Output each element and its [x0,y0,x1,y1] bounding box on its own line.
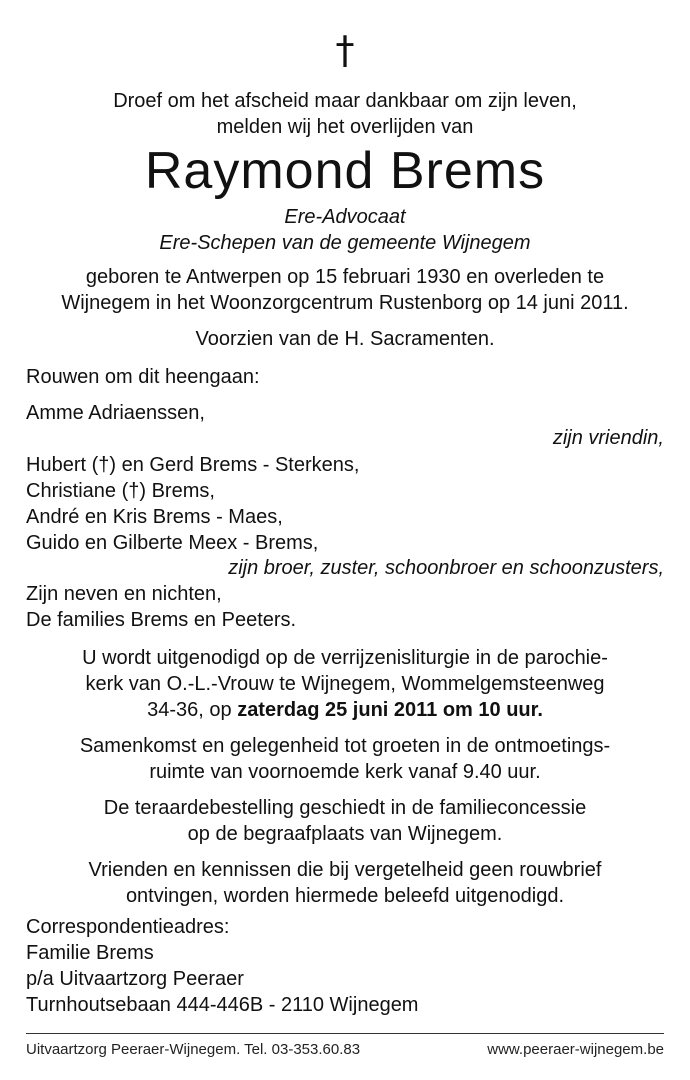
others-line-1: Zijn neven en nichten, [26,583,222,605]
siblings-relation: zijn broer, zuster, schoonbroer en schoonzusters, [228,557,664,579]
sibling-line-4: Guido en Gilberte Meex - Brems, [26,532,319,554]
friend-name: Amme Adriaenssen, [26,402,205,424]
notice-line-2: ontvingen, worden hiermede beleefd uitgenodigd. [125,885,565,907]
service-line-1: U wordt uitgenodigd op de verrijzenisliturgie in de parochie- [82,647,608,669]
correspondence-line-3: Turnhoutsebaan 444-446B - 2110 Wijnegem [26,994,419,1016]
service-line-3-prefix: 34-36, op [147,699,238,721]
friend-relation: zijn vriendin, [552,427,664,449]
mourners-heading: Rouwen om dit heengaan: [26,366,260,388]
birth-death-line-1: geboren te Antwerpen op 15 februari 1930 en overleden te [85,266,605,288]
title-line-2: Ere-Schepen van de gemeente Wijnegem [159,232,531,254]
sibling-line-1: Hubert (†) en Gerd Brems - Sterkens, [26,454,360,476]
correspondence-line-1: Familie Brems [26,942,154,964]
burial-line-1: De teraardebestelling geschiedt in de familieconcessie [103,797,587,819]
title-line-1: Ere-Advocaat [284,206,406,228]
birth-death-line-2: Wijnegem in het Woonzorgcentrum Rustenborg op 14 juni 2011. [61,292,629,314]
sibling-line-3: André en Kris Brems - Maes, [26,506,283,528]
footer-contact: Uitvaartzorg Peeraer-Wijnegem. Tel. 03-353.60.83 [26,1041,361,1058]
correspondence-line-2: p/a Uitvaartzorg Peeraer [26,968,244,990]
others-line-2: De families Brems en Peeters. [26,609,297,631]
notice-line-1: Vrienden en kennissen die bij vergetelheid geen rouwbrief [88,859,602,881]
service-date-time: zaterdag 25 juni 2011 om 10 uur. [237,699,543,721]
sacraments-text: Voorzien van de H. Sacramenten. [195,328,495,350]
deceased-name: Raymond Brems [144,142,546,200]
gathering-line-1: Samenkomst en gelegenheid tot groeten in de ontmoetings- [79,735,611,757]
sibling-line-2: Christiane (†) Brems, [26,480,215,502]
service-line-3 [26,697,664,723]
intro-line-2: melden wij het overlijden van [216,116,474,138]
footer-website-link[interactable]: www.peeraer-wijnegem.be [487,1041,664,1058]
service-line-2: kerk van O.-L.-Vrouw te Wijnegem, Wommelgemsteenweg [85,673,605,695]
gathering-line-2: ruimte van voornoemde kerk vanaf 9.40 uur. [149,761,541,783]
correspondence-heading: Correspondentieadres: [26,916,230,938]
footer-divider [26,1033,664,1034]
cross-icon: † [335,28,355,72]
burial-line-2: op de begraafplaats van Wijnegem. [187,823,503,845]
intro-line-1: Droef om het afscheid maar dankbaar om zijn leven, [113,90,577,112]
